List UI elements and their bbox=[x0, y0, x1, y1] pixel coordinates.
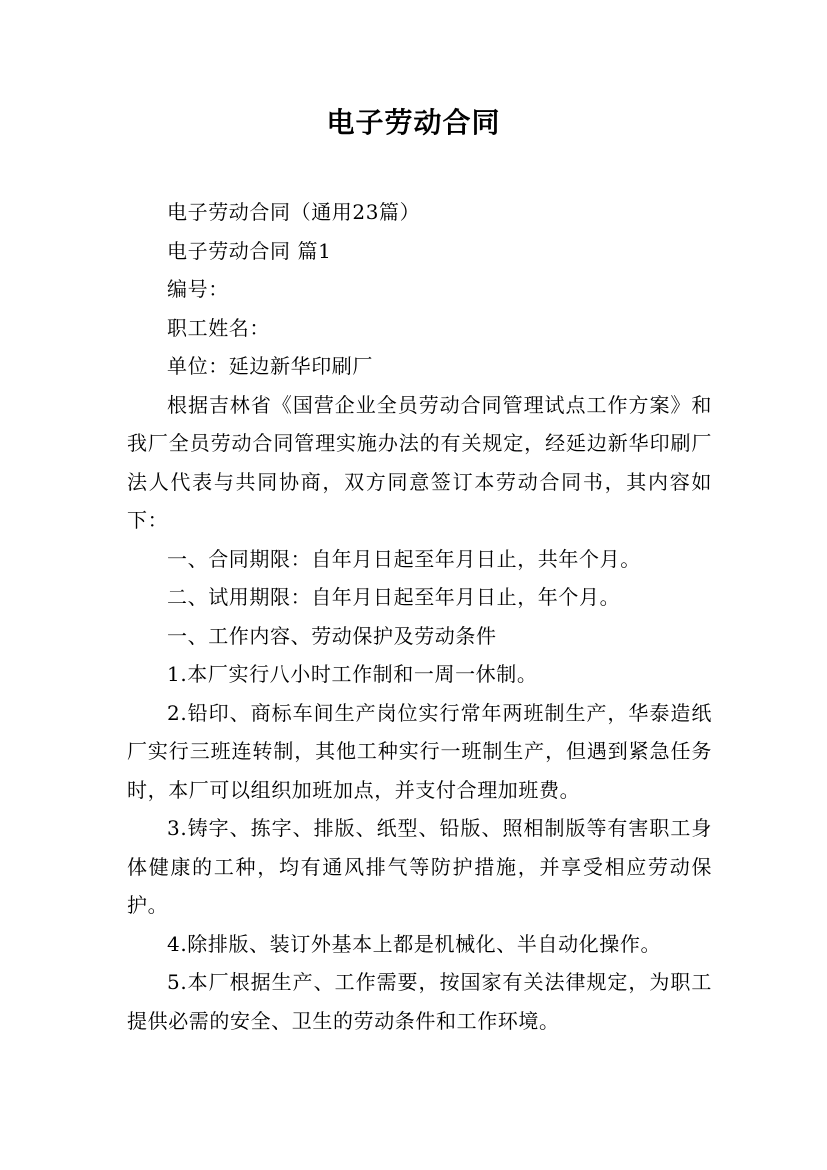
document-body bbox=[127, 193, 712, 1040]
paragraph-employee-name-field: 职工姓名： bbox=[167, 315, 270, 340]
paragraph-clause-2: 2.铅印、商标车间生产岗位实行常年两班制生产，华泰造纸厂实行三班连转制，其他工种实行一班制生产，但遇到紧急任务时，本厂可以组织加班加点，并支付合理加班费。 bbox=[127, 700, 712, 802]
paragraph-clause-1: 1.本厂实行八小时工作制和一周一休制。 bbox=[167, 662, 538, 686]
paragraph-number-field: 编号： bbox=[167, 277, 229, 301]
paragraph-subtitle: 电子劳动合同（通用23篇） bbox=[167, 200, 421, 224]
paragraph-preamble: 根据吉林省《国营企业全员劳动合同管理试点工作方案》和我厂全员劳动合同管理实施办法的有关规定，经延边新华印刷厂法人代表与共同协商，双方同意签订本劳动合同书，其内容如下： bbox=[127, 392, 712, 532]
paragraph-contract-term: 一、合同期限：自年月日起至年月日止，共年个月。 bbox=[167, 546, 641, 571]
paragraph-section-heading: 电子劳动合同 篇1 bbox=[167, 238, 332, 263]
paragraph-clause-5: 5.本厂根据生产、工作需要，按国家有关法律规定，为职工提供必需的安全、卫生的劳动条件和工作环境。 bbox=[127, 970, 712, 1033]
paragraph-clause-4: 4.除排版、装订外基本上都是机械化、半自动化操作。 bbox=[167, 931, 662, 956]
paragraph-clause-3: 3.铸字、拣字、排版、纸型、铅版、照相制版等有害职工身体健康的工种，均有通风排气等防护措施，并享受相应劳动保护。 bbox=[127, 816, 712, 917]
document-title: 电子劳动合同 bbox=[326, 106, 501, 139]
paragraph-employer-field: 单位：延边新华印刷厂 bbox=[167, 354, 373, 378]
paragraph-probation-term: 二、试用期限：自年月日起至年月日止，年个月。 bbox=[167, 585, 621, 609]
paragraph-work-content-heading: 一、工作内容、劳动保护及劳动条件 bbox=[167, 623, 497, 648]
